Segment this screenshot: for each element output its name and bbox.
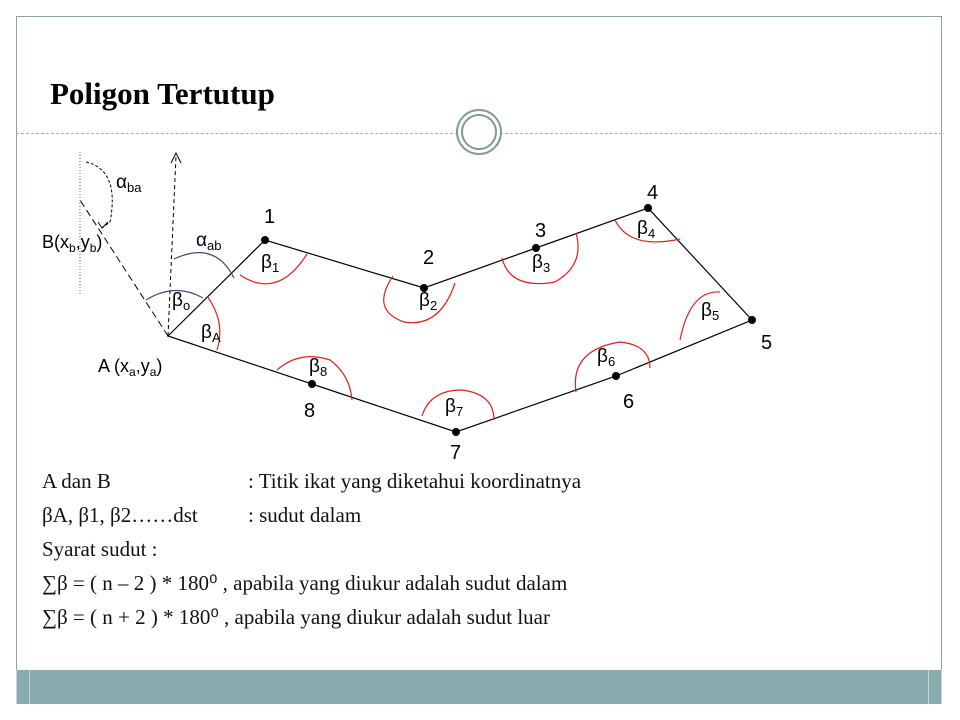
- alpha-ba-label: $\alpha_{ba}$: [116, 172, 142, 195]
- station-point-1: [261, 236, 269, 244]
- beta-2-label: $\beta_2$: [419, 290, 438, 313]
- point-label-7: 7: [450, 442, 462, 464]
- station-point-8: [308, 380, 316, 388]
- beta-8-label: $\beta_8$: [309, 356, 328, 379]
- point-label-1: 1: [264, 206, 276, 228]
- alpha-ab-label: $\alpha_{ab}$: [196, 230, 222, 253]
- station-point-3: [532, 244, 540, 252]
- station-points: [261, 204, 756, 436]
- note-row: [42, 464, 581, 498]
- point-label-6: 6: [623, 391, 635, 413]
- inner-angle-arcs: [207, 220, 720, 420]
- beta-6-label: $\beta_6$: [597, 346, 616, 369]
- condition-label: Syarat sudut :: [42, 537, 158, 561]
- note-term: A dan B: [42, 469, 111, 493]
- station-point-6: [612, 372, 620, 380]
- beta-1-label: $\beta_1$: [261, 252, 280, 275]
- alpha-ab-arc: [174, 253, 234, 278]
- station-point-5: [748, 316, 756, 324]
- formula-inner: ∑β = ( n – 2 ) * 180⁰ , apabila yang diukur adalah sudut dalam: [42, 571, 568, 595]
- point-label-4: 4: [647, 182, 659, 204]
- beta-A-label: $\beta_A$: [201, 322, 221, 345]
- point-B-label: $B(x_b,y_b)$: [42, 232, 103, 255]
- point-label-8: 8: [304, 400, 316, 422]
- slide-title: Poligon Tertutup: [50, 76, 275, 111]
- station-point-7: [452, 428, 460, 436]
- point-label-5: 5: [761, 332, 773, 354]
- beta-5-label: $\beta_5$: [701, 300, 720, 323]
- line-A-B: [80, 200, 168, 336]
- note-row: [42, 498, 581, 532]
- footer-tab-left: [16, 670, 30, 704]
- footer-bar: [16, 670, 942, 704]
- note-term: βA, β1, β2……dst: [42, 503, 198, 527]
- formula-outer: ∑β = ( n + 2 ) * 180⁰ , apabila yang diukur adalah sudut luar: [42, 605, 550, 629]
- beta-3-label: $\beta_3$: [532, 252, 551, 275]
- footer-tab-right: [928, 670, 942, 704]
- beta-o-label: $\beta_o$: [172, 290, 191, 313]
- alpha-ba-arc: [86, 162, 112, 228]
- point-label-2: 2: [423, 247, 435, 269]
- point-label-3: 3: [535, 220, 547, 242]
- slide-body: [42, 464, 581, 634]
- note-desc: : sudut dalam: [248, 503, 362, 527]
- note-desc: : Titik ikat yang diketahui koordinatnya: [248, 469, 582, 493]
- beta-7-label: $\beta_7$: [445, 396, 464, 419]
- point-A-label: A $(x_a,y_a)$: [98, 356, 163, 379]
- station-point-4: [644, 204, 652, 212]
- beta-4-label: $\beta_4$: [637, 218, 656, 241]
